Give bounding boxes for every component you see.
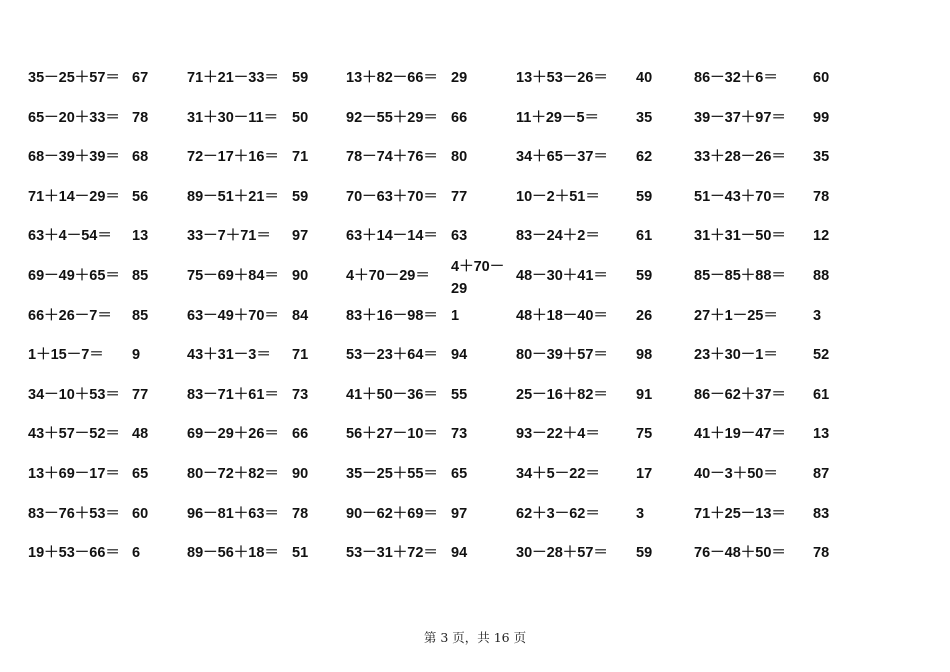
problem-answer: 50	[292, 110, 309, 126]
problem-expression: 69－29＋26＝	[187, 426, 279, 442]
problem-answer: 85	[132, 308, 149, 324]
problem-answer: 62	[636, 149, 653, 165]
problem-expression: 76－48＋50＝	[694, 545, 786, 561]
problem-answer: 3	[813, 308, 822, 324]
problem-expression: 34＋65－37＝	[516, 149, 608, 165]
problem-expression: 63＋4－54＝	[28, 228, 112, 244]
problem-expression: 25－16＋82＝	[516, 387, 608, 403]
problem-answer: 84	[292, 308, 309, 324]
problem-expression: 53－31＋72＝	[346, 545, 438, 561]
problem-expression: 69－49＋65＝	[28, 268, 120, 284]
problem-answer: 59	[292, 70, 309, 86]
problem-answer: 78	[292, 506, 309, 522]
problem-expression: 71＋14－29＝	[28, 189, 120, 205]
problem-answer: 80	[451, 149, 468, 165]
problem-answer: 12	[813, 228, 830, 244]
problem-answer: 73	[292, 387, 309, 403]
problem-expression: 34＋5－22＝	[516, 466, 600, 482]
problem-answer: 59	[636, 189, 653, 205]
problem-answer: 59	[636, 268, 653, 284]
problem-answer: 67	[132, 70, 149, 86]
problem-expression: 23＋30－1＝	[694, 347, 778, 363]
problem-answer: 68	[132, 149, 149, 165]
problem-answer: 78	[132, 110, 149, 126]
problem-answer: 87	[813, 466, 830, 482]
problem-expression: 56＋27－10＝	[346, 426, 438, 442]
problem-expression: 13＋53－26＝	[516, 70, 608, 86]
problem-answer: 60	[813, 70, 830, 86]
problem-expression: 31＋30－11＝	[187, 110, 279, 126]
problem-answer: 52	[813, 347, 830, 363]
problem-expression: 62＋3－62＝	[516, 506, 600, 522]
page-footer: 第 3 页，共 16 页	[423, 630, 527, 645]
problem-answer: 35	[813, 149, 830, 165]
problem-expression: 71＋21－33＝	[187, 70, 279, 86]
problem-expression: 78－74＋76＝	[346, 149, 438, 165]
problem-expression: 41＋50－36＝	[346, 387, 438, 403]
problem-expression: 83＋16－98＝	[346, 308, 438, 324]
problem-answer: 73	[451, 426, 468, 442]
problem-expression: 39－37＋97＝	[694, 110, 786, 126]
problem-answer: 94	[451, 347, 468, 363]
problem-answer: 59	[292, 189, 309, 205]
problem-expression: 48＋18－40＝	[516, 308, 608, 324]
problem-expression: 13＋82－66＝	[346, 70, 438, 86]
problem-answer: 1	[451, 308, 460, 324]
problem-expression: 83－76＋53＝	[28, 506, 120, 522]
problem-expression: 40－3＋50＝	[694, 466, 778, 482]
problem-answer: 75	[636, 426, 653, 442]
problem-expression: 86－62＋37＝	[694, 387, 786, 403]
problem-expression: 89－51＋21＝	[187, 189, 279, 205]
problem-expression: 53－23＋64＝	[346, 347, 438, 363]
problem-expression: 80－72＋82＝	[187, 466, 279, 482]
problem-answer: 66	[451, 110, 468, 126]
problem-answer: 65	[451, 466, 468, 482]
problem-answer: 59	[636, 545, 653, 561]
problem-expression: 92－55＋29＝	[346, 110, 438, 126]
problem-answer: 9	[132, 347, 141, 363]
problem-answer: 40	[636, 70, 653, 86]
problem-answer: 29	[451, 70, 468, 86]
problem-expression: 71＋25－13＝	[694, 506, 786, 522]
problem-expression: 33＋28－26＝	[694, 149, 786, 165]
problem-answer: 3	[636, 506, 645, 522]
problem-expression: 4＋70－29＝	[346, 268, 430, 284]
problem-answer: 91	[636, 387, 653, 403]
problem-answer: 78	[813, 189, 830, 205]
problem-answer: 13	[813, 426, 830, 442]
problem-answer: 71	[292, 347, 309, 363]
problem-expression: 43＋31－3＝	[187, 347, 271, 363]
problem-answer: 60	[132, 506, 149, 522]
problem-expression: 83－71＋61＝	[187, 387, 279, 403]
problem-answer: 97	[451, 506, 468, 522]
problem-expression: 33－7＋71＝	[187, 228, 271, 244]
problem-answer: 71	[292, 149, 309, 165]
problem-answer: 61	[636, 228, 653, 244]
problem-expression: 43＋57－52＝	[28, 426, 120, 442]
problem-expression: 65－20＋33＝	[28, 110, 120, 126]
problem-expression: 70－63＋70＝	[346, 189, 438, 205]
problem-expression: 96－81＋63＝	[187, 506, 279, 522]
problem-expression: 10－2＋51＝	[516, 189, 600, 205]
problem-answer: 90	[292, 268, 309, 284]
problem-answer: 6	[132, 545, 141, 561]
problem-expression: 93－22＋4＝	[516, 426, 600, 442]
problem-answer: 4＋70－29	[451, 259, 505, 297]
problem-expression: 31＋31－50＝	[694, 228, 786, 244]
problem-answer: 63	[451, 228, 468, 244]
problem-expression: 30－28＋57＝	[516, 545, 608, 561]
problem-answer: 77	[451, 189, 468, 205]
problem-expression: 19＋53－66＝	[28, 545, 120, 561]
problem-expression: 63＋14－14＝	[346, 228, 438, 244]
problem-expression: 63－49＋70＝	[187, 308, 279, 324]
problem-answer: 78	[813, 545, 830, 561]
problem-answer: 13	[132, 228, 149, 244]
problem-answer: 99	[813, 110, 830, 126]
problem-answer: 48	[132, 426, 149, 442]
problem-answer: 77	[132, 387, 149, 403]
problem-expression: 80－39＋57＝	[516, 347, 608, 363]
problem-answer: 97	[292, 228, 309, 244]
problem-expression: 90－62＋69＝	[346, 506, 438, 522]
problem-answer: 98	[636, 347, 653, 363]
problem-answer: 17	[636, 466, 653, 482]
problem-expression: 83－24＋2＝	[516, 228, 600, 244]
problem-expression: 89－56＋18＝	[187, 545, 279, 561]
problem-expression: 1＋15－7＝	[28, 347, 104, 363]
problem-expression: 86－32＋6＝	[694, 70, 778, 86]
problem-expression: 75－69＋84＝	[187, 268, 279, 284]
problem-expression: 48－30＋41＝	[516, 268, 608, 284]
problem-answer: 56	[132, 189, 149, 205]
problem-expression: 27＋1－25＝	[694, 308, 778, 324]
problem-expression: 51－43＋70＝	[694, 189, 786, 205]
problem-expression: 66＋26－7＝	[28, 308, 112, 324]
problem-answer: 65	[132, 466, 149, 482]
problem-answer: 66	[292, 426, 309, 442]
problem-expression: 72－17＋16＝	[187, 149, 279, 165]
problem-answer: 88	[813, 268, 830, 284]
problem-expression: 35－25＋55＝	[346, 466, 438, 482]
problem-expression: 35－25＋57＝	[28, 70, 120, 86]
problem-expression: 85－85＋88＝	[694, 268, 786, 284]
problem-answer: 94	[451, 545, 468, 561]
problem-expression: 34－10＋53＝	[28, 387, 120, 403]
problem-answer: 26	[636, 308, 653, 324]
problem-answer: 90	[292, 466, 309, 482]
problem-expression: 13＋69－17＝	[28, 466, 120, 482]
problem-expression: 68－39＋39＝	[28, 149, 120, 165]
problem-expression: 41＋19－47＝	[694, 426, 786, 442]
problem-answer: 51	[292, 545, 309, 561]
problem-answer: 55	[451, 387, 468, 403]
problem-answer: 35	[636, 110, 653, 126]
problem-answer: 61	[813, 387, 830, 403]
problem-expression: 11＋29－5＝	[516, 110, 600, 126]
problem-answer: 85	[132, 268, 149, 284]
problem-answer: 83	[813, 506, 830, 522]
